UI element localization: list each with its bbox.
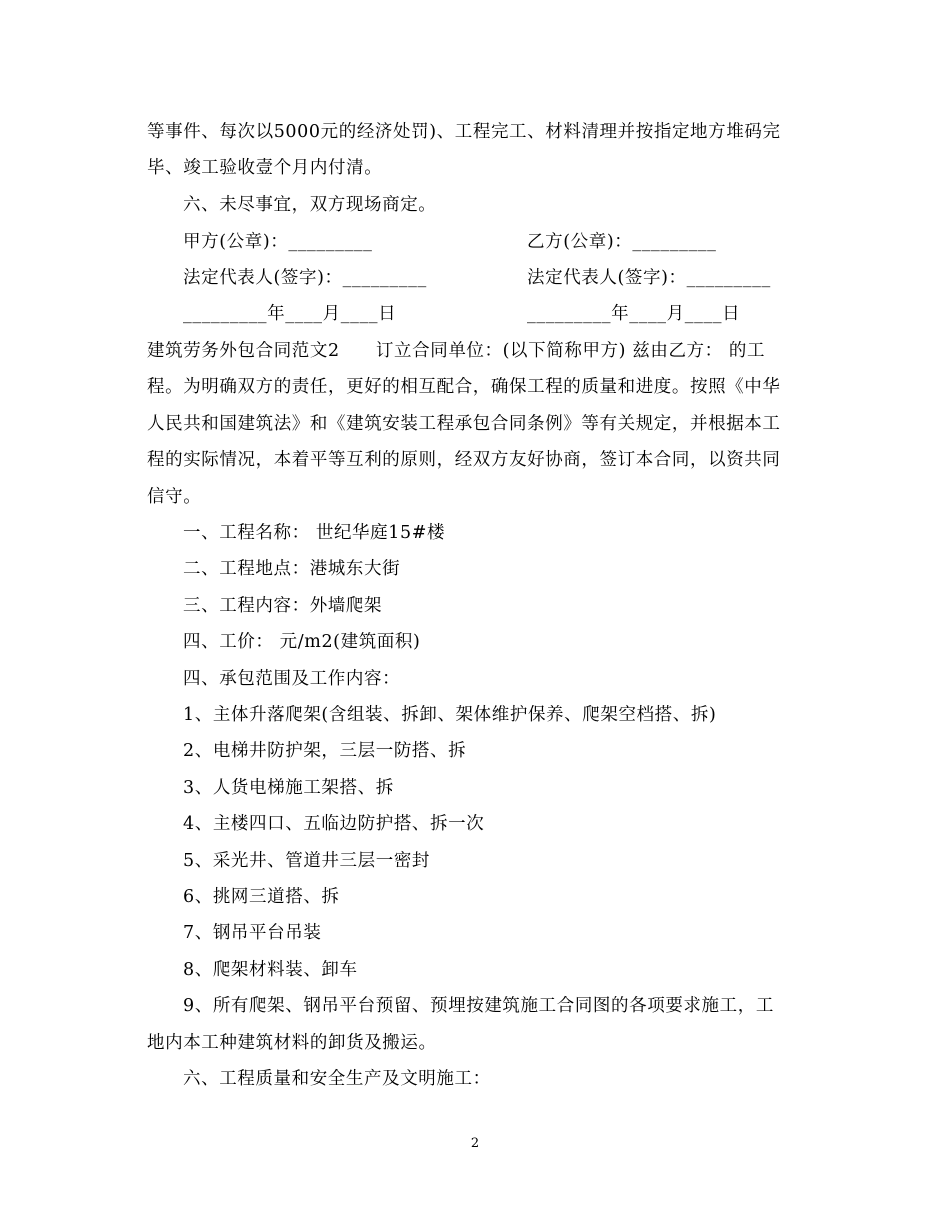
party-a-seal: 甲方(公章)：_________ — [183, 232, 373, 252]
list-item: 5、采光井、管道井三层一密封 — [183, 851, 431, 871]
paragraph-line: 程的实际情况，本着平等互利的原则，经双方友好协商，签订本合同，以资共同 — [147, 450, 781, 470]
list-item: 3、人货电梯施工架搭、拆 — [183, 778, 394, 798]
list-item: 四、承包范围及工作内容： — [183, 669, 401, 689]
paragraph-line: 等事件、每次以5000元的经济处罚)、工程完工、材料清理并按指定地方堆码完 — [147, 122, 781, 142]
paragraph-line: 程。为明确双方的责任，更好的相互配合，确保工程的质量和进度。按照《中华 — [147, 377, 781, 397]
list-item: 三、工程内容：外墙爬架 — [183, 596, 383, 616]
list-item: 一、工程名称： 世纪华庭15#楼 — [183, 523, 446, 543]
party-a-date: _________年____月____日 — [183, 304, 397, 324]
section-heading: 六、工程质量和安全生产及文明施工： — [183, 1069, 491, 1089]
paragraph-line: 毕、竣工验收壹个月内付清。 — [147, 158, 383, 178]
list-item: 6、挑网三道搭、拆 — [183, 887, 340, 907]
party-a-representative: 法定代表人(签字)：_________ — [183, 268, 427, 288]
list-item: 7、钢吊平台吊装 — [183, 923, 322, 943]
list-item: 二、工程地点：港城东大街 — [183, 559, 401, 579]
list-item: 2、电梯井防护架，三层一防搭、拆 — [183, 741, 467, 761]
list-item: 四、工价： 元/m2(建筑面积) — [183, 632, 421, 652]
contract-heading-line: 建筑劳务外包合同范文2 订立合同单位：(以下简称甲方) 兹由乙方： 的工 — [147, 341, 766, 361]
clause-six-line: 六、未尽事宜，双方现场商定。 — [183, 195, 437, 215]
party-b-seal: 乙方(公章)：_________ — [527, 232, 717, 252]
list-item: 1、主体升落爬架(含组装、拆卸、架体维护保养、爬架空档搭、拆) — [183, 705, 717, 725]
list-item: 4、主楼四口、五临边防护搭、拆一次 — [183, 814, 485, 834]
page-number: 2 — [470, 1136, 480, 1151]
list-item: 9、所有爬架、钢吊平台预留、预埋按建筑施工合同图的各项要求施工，工 — [183, 996, 774, 1016]
paragraph-line: 地内本工种建筑材料的卸货及搬运。 — [147, 1033, 437, 1053]
party-b-date: _________年____月____日 — [527, 304, 741, 324]
paragraph-line: 信守。 — [147, 487, 202, 507]
party-b-representative: 法定代表人(签字)：_________ — [527, 268, 771, 288]
paragraph-line: 人民共和国建筑法》和《建筑安装工程承包合同条例》等有关规定，并根据本工 — [147, 414, 781, 434]
list-item: 8、爬架材料装、卸车 — [183, 960, 358, 980]
